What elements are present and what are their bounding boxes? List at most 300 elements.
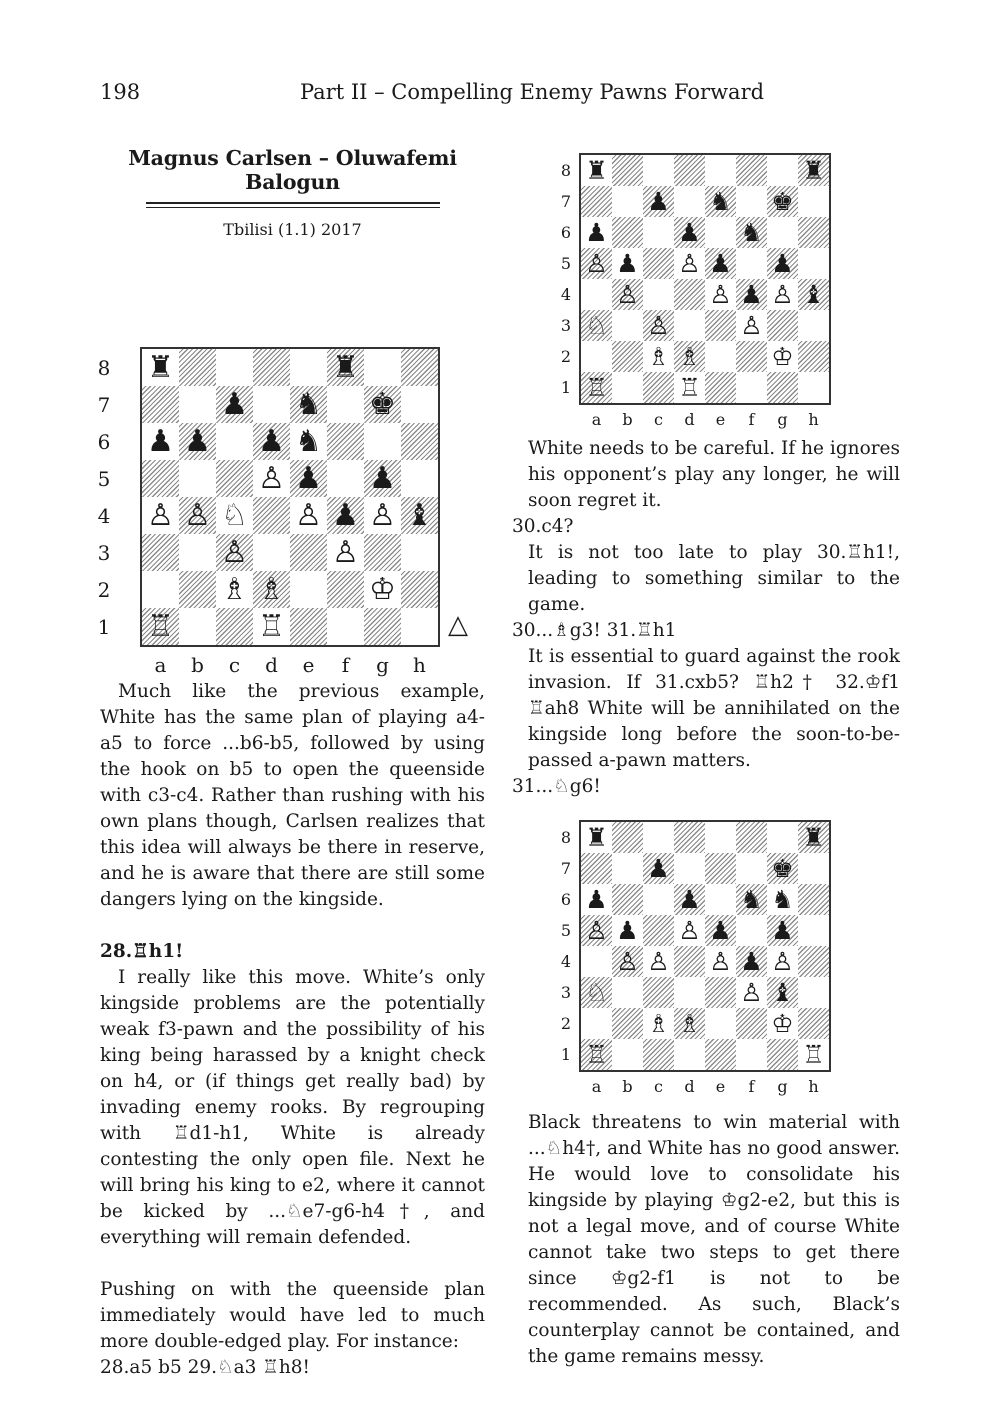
square-f4 — [736, 946, 767, 977]
square-f3 — [736, 310, 767, 341]
square-e4 — [290, 497, 327, 534]
file-label: b — [622, 410, 633, 429]
square-f1 — [736, 1039, 767, 1070]
file-label: e — [715, 1077, 726, 1096]
black-pawn-icon: ♟ — [616, 249, 639, 278]
black-pawn-icon: ♟ — [678, 218, 701, 247]
black-knight-icon: ♞ — [295, 386, 322, 422]
square-c1 — [216, 608, 253, 645]
square-b7 — [179, 386, 216, 423]
square-d2 — [674, 1008, 705, 1039]
square-e3 — [705, 977, 736, 1008]
move-31: 31...♘g6! — [512, 776, 601, 797]
square-d1 — [253, 608, 290, 645]
square-g6 — [364, 423, 401, 460]
file-label: c — [654, 1077, 663, 1096]
black-pawn-icon: ♟ — [740, 280, 763, 309]
rank-label: 8 — [560, 160, 572, 180]
white-pawn-icon: ♙ — [295, 497, 322, 533]
diagram-1 — [97, 239, 485, 679]
black-rook-icon: ♜ — [802, 156, 825, 185]
white-pawn-icon: ♙ — [585, 249, 608, 278]
white-pawn-icon: ♙ — [369, 497, 396, 533]
square-e2 — [705, 341, 736, 372]
square-d8 — [674, 822, 705, 853]
square-g5 — [767, 248, 798, 279]
white-pawn-icon: ♙ — [585, 916, 608, 945]
white-pawn-icon: ♙ — [740, 311, 763, 340]
black-pawn-icon: ♟ — [709, 916, 732, 945]
black-pawn-icon: ♟ — [147, 423, 174, 459]
square-c4 — [216, 497, 253, 534]
black-knight-icon: ♞ — [740, 885, 763, 914]
square-d7 — [674, 186, 705, 217]
square-e6 — [705, 217, 736, 248]
square-e2 — [290, 571, 327, 608]
rank-label: 5 — [560, 920, 572, 940]
square-b2 — [179, 571, 216, 608]
square-c6 — [643, 217, 674, 248]
white-pawn-icon: ♙ — [740, 978, 763, 1007]
square-h4 — [798, 279, 829, 310]
square-g5 — [364, 460, 401, 497]
square-e3 — [705, 310, 736, 341]
square-d4 — [253, 497, 290, 534]
square-b8 — [612, 822, 643, 853]
square-g4 — [767, 946, 798, 977]
square-g2 — [364, 571, 401, 608]
black-bishop-icon: ♝ — [802, 280, 825, 309]
rank-label: 2 — [97, 577, 111, 602]
rank-label: 4 — [97, 503, 111, 528]
square-d6 — [674, 884, 705, 915]
black-rook-icon: ♜ — [332, 349, 359, 385]
black-pawn-icon: ♟ — [709, 249, 732, 278]
square-h8 — [401, 349, 438, 386]
black-pawn-icon: ♟ — [295, 460, 322, 496]
square-f4 — [736, 279, 767, 310]
square-f1 — [327, 608, 364, 645]
white-pawn-icon: ♙ — [678, 249, 701, 278]
square-g6 — [767, 217, 798, 248]
move-30b: 30...♗g3! 31.♖h1 — [512, 620, 677, 641]
white-bishop-icon: ♗ — [258, 571, 285, 607]
black-rook-icon: ♜ — [585, 823, 608, 852]
file-label: a — [591, 410, 602, 429]
square-f8 — [736, 822, 767, 853]
white-bishop-icon: ♗ — [678, 1009, 701, 1038]
rank-label: 5 — [97, 466, 111, 491]
black-pawn-icon: ♟ — [585, 218, 608, 247]
file-label: b — [191, 653, 204, 677]
square-b6 — [612, 217, 643, 248]
square-c5 — [216, 460, 253, 497]
rank-label: 7 — [97, 392, 111, 417]
file-label: d — [265, 653, 278, 677]
square-d2 — [253, 571, 290, 608]
square-f5 — [736, 248, 767, 279]
square-f2 — [327, 571, 364, 608]
white-pawn-icon: ♙ — [616, 947, 639, 976]
white-pawn-icon: ♙ — [647, 311, 670, 340]
black-rook-icon: ♜ — [802, 823, 825, 852]
rank-label: 4 — [560, 284, 572, 304]
square-a2 — [142, 571, 179, 608]
black-king-icon: ♚ — [771, 187, 794, 216]
white-pawn-icon: ♙ — [647, 947, 670, 976]
square-c2 — [643, 1008, 674, 1039]
square-f7 — [327, 386, 364, 423]
square-a4 — [581, 946, 612, 977]
square-c8 — [216, 349, 253, 386]
square-d8 — [253, 349, 290, 386]
black-bishop-icon: ♝ — [406, 497, 433, 533]
square-g2 — [767, 341, 798, 372]
chess-board — [140, 347, 440, 647]
square-h7 — [401, 386, 438, 423]
rank-label: 2 — [560, 346, 572, 366]
square-a2 — [581, 341, 612, 372]
square-c2 — [643, 341, 674, 372]
square-g7 — [364, 386, 401, 423]
rank-label: 8 — [560, 827, 572, 847]
square-h3 — [401, 534, 438, 571]
black-pawn-icon: ♟ — [369, 460, 396, 496]
white-rook-icon: ♖ — [585, 373, 608, 402]
left-paragraph-2: I really like this move. White’s only kingside problems are the potentially weak f3-pawn and the possibility of his king being harassed by a knight check on h4, or (if things get really bad) by invading enemy rooks. By regrouping with ♖d1-h1, White is already contesting the only open file. Next he will bring his king to e2, where it cannot be kicked by ...♘e7-g6-h4†, and everything will remain defended. — [100, 967, 485, 1248]
file-label: d — [684, 410, 695, 429]
white-pawn-icon: ♙ — [709, 947, 732, 976]
square-h7 — [798, 853, 829, 884]
square-b2 — [612, 1008, 643, 1039]
black-pawn-icon: ♟ — [616, 916, 639, 945]
square-c6 — [216, 423, 253, 460]
file-label: h — [808, 1077, 819, 1096]
white-king-icon: ♔ — [771, 342, 794, 371]
square-h5 — [798, 248, 829, 279]
square-c1 — [643, 1039, 674, 1070]
square-g1 — [767, 372, 798, 403]
square-h3 — [798, 977, 829, 1008]
square-g1 — [767, 1039, 798, 1070]
black-pawn-icon: ♟ — [332, 497, 359, 533]
square-b3 — [612, 310, 643, 341]
square-f5 — [327, 460, 364, 497]
white-rook-icon: ♖ — [678, 373, 701, 402]
black-pawn-icon: ♟ — [184, 423, 211, 459]
square-g1 — [364, 608, 401, 645]
black-knight-icon: ♞ — [740, 218, 763, 247]
square-f6 — [736, 217, 767, 248]
square-f6 — [736, 884, 767, 915]
diagram-3 — [512, 800, 900, 1110]
rank-label: 8 — [97, 355, 111, 380]
left-column — [97, 140, 485, 1381]
right-paragraph-2: It is not too late to play 30.♖h1!, leading to something similar to the game. — [528, 542, 900, 615]
black-pawn-icon: ♟ — [258, 423, 285, 459]
chess-board — [579, 820, 831, 1072]
square-g8 — [767, 822, 798, 853]
move-30: 30.c4? — [512, 516, 574, 537]
square-f1 — [736, 372, 767, 403]
black-rook-icon: ♜ — [585, 156, 608, 185]
file-label: g — [777, 410, 788, 429]
square-g7 — [767, 853, 798, 884]
right-paragraph-4: Black threatens to win material with ...♘h4†, and White has no good answer. He would love to consolidate his kingside by playing ♔g2-e2, but this is not a legal move, and of course White cannot take two steps to get there since ♔g2-f1 is not to be recommended. As such, Black’s counterplay cannot be contained, and the game remains messy. — [528, 1112, 900, 1367]
square-d1 — [674, 372, 705, 403]
square-g2 — [767, 1008, 798, 1039]
square-b1 — [612, 372, 643, 403]
left-line: 28.a5 b5 29.♘a3 ♖h8! — [100, 1357, 310, 1378]
white-bishop-icon: ♗ — [221, 571, 248, 607]
white-rook-icon: ♖ — [258, 608, 285, 644]
square-h8 — [798, 822, 829, 853]
rank-label: 7 — [560, 191, 572, 211]
rank-label: 1 — [560, 1044, 572, 1064]
white-pawn-icon: ♙ — [221, 534, 248, 570]
black-pawn-icon: ♟ — [771, 916, 794, 945]
square-g4 — [364, 497, 401, 534]
black-knight-icon: ♞ — [709, 187, 732, 216]
file-label: e — [302, 653, 315, 677]
square-h8 — [798, 155, 829, 186]
square-f2 — [736, 1008, 767, 1039]
diagram-2 — [512, 140, 900, 436]
square-c3 — [643, 977, 674, 1008]
black-knight-icon: ♞ — [295, 423, 322, 459]
right-column — [512, 140, 900, 1370]
square-e5 — [705, 248, 736, 279]
square-a3 — [142, 534, 179, 571]
white-pawn-icon: ♙ — [709, 280, 732, 309]
square-c3 — [216, 534, 253, 571]
square-b5 — [612, 248, 643, 279]
square-g4 — [767, 279, 798, 310]
white-rook-icon: ♖ — [147, 608, 174, 644]
white-to-move-triangle-icon: △ — [448, 610, 468, 640]
square-f8 — [736, 155, 767, 186]
black-pawn-icon: ♟ — [585, 885, 608, 914]
square-e6 — [705, 884, 736, 915]
white-pawn-icon: ♙ — [771, 947, 794, 976]
square-e1 — [705, 372, 736, 403]
square-b3 — [612, 977, 643, 1008]
square-c3 — [643, 310, 674, 341]
square-b1 — [179, 608, 216, 645]
square-b6 — [612, 884, 643, 915]
black-pawn-icon: ♟ — [678, 885, 701, 914]
square-c7 — [216, 386, 253, 423]
square-a4 — [581, 279, 612, 310]
square-b4 — [179, 497, 216, 534]
title-rule — [146, 202, 440, 208]
square-b5 — [612, 915, 643, 946]
square-h6 — [798, 217, 829, 248]
square-d4 — [674, 946, 705, 977]
black-rook-icon: ♜ — [147, 349, 174, 385]
square-g7 — [767, 186, 798, 217]
square-e7 — [290, 386, 327, 423]
square-a6 — [142, 423, 179, 460]
square-g5 — [767, 915, 798, 946]
white-pawn-icon: ♙ — [616, 280, 639, 309]
square-e7 — [705, 853, 736, 884]
square-h6 — [401, 423, 438, 460]
square-g8 — [364, 349, 401, 386]
square-f8 — [327, 349, 364, 386]
square-c4 — [643, 279, 674, 310]
square-d7 — [253, 386, 290, 423]
square-h1 — [798, 1039, 829, 1070]
black-pawn-icon: ♟ — [740, 947, 763, 976]
square-f5 — [736, 915, 767, 946]
square-d8 — [674, 155, 705, 186]
square-f7 — [736, 186, 767, 217]
square-b5 — [179, 460, 216, 497]
square-g3 — [364, 534, 401, 571]
white-pawn-icon: ♙ — [258, 460, 285, 496]
square-a8 — [581, 155, 612, 186]
square-d2 — [674, 341, 705, 372]
square-a5 — [142, 460, 179, 497]
square-d3 — [674, 310, 705, 341]
right-paragraph-3: It is essential to guard against the rook invasion. If 31.cxb5? ♖h2† 32.♔f1 ♖ah8 White will be annihilated on the kingside long before the soon-to-be-passed a-pawn matters. — [528, 646, 900, 771]
square-c8 — [643, 822, 674, 853]
square-f2 — [736, 341, 767, 372]
square-e5 — [705, 915, 736, 946]
file-label: c — [654, 410, 663, 429]
square-f7 — [736, 853, 767, 884]
square-h5 — [401, 460, 438, 497]
file-label: f — [748, 1077, 755, 1096]
square-a1 — [581, 1039, 612, 1070]
square-e2 — [705, 1008, 736, 1039]
square-g3 — [767, 310, 798, 341]
square-c8 — [643, 155, 674, 186]
left-paragraph-1: Much like the previous example, White has the same plan of playing a4-a5 to force ...b6-b5, followed by using the hook on b5 to open the queenside with c3-c4. Rather than rushing with his own plans though, Carlsen realizes that this idea will always be there in reserve, and he is aware that there are still some dangers lying on the kingside. — [100, 681, 485, 910]
file-label: c — [228, 653, 241, 677]
white-pawn-icon: ♙ — [147, 497, 174, 533]
square-b8 — [179, 349, 216, 386]
square-a5 — [581, 915, 612, 946]
square-e8 — [290, 349, 327, 386]
square-c2 — [216, 571, 253, 608]
square-h2 — [401, 571, 438, 608]
square-c5 — [643, 915, 674, 946]
square-d3 — [253, 534, 290, 571]
page-number: 198 — [100, 80, 141, 104]
square-h7 — [798, 186, 829, 217]
square-a3 — [581, 310, 612, 341]
file-label: d — [684, 1077, 695, 1096]
black-king-icon: ♚ — [771, 854, 794, 883]
square-d3 — [674, 977, 705, 1008]
square-a5 — [581, 248, 612, 279]
square-g8 — [767, 155, 798, 186]
square-e5 — [290, 460, 327, 497]
white-bishop-icon: ♗ — [647, 1009, 670, 1038]
file-label: g — [777, 1077, 788, 1096]
left-paragraph-3: Pushing on with the queenside plan immediately would have led to much more double-edged play. For instance: — [100, 1279, 485, 1352]
rank-label: 3 — [560, 982, 572, 1002]
square-e8 — [705, 822, 736, 853]
black-pawn-icon: ♟ — [647, 187, 670, 216]
square-h3 — [798, 310, 829, 341]
square-b3 — [179, 534, 216, 571]
square-g3 — [767, 977, 798, 1008]
event-line: Tbilisi (1.1) 2017 — [223, 220, 362, 239]
square-d7 — [674, 853, 705, 884]
square-d5 — [674, 248, 705, 279]
square-e7 — [705, 186, 736, 217]
rank-label: 1 — [560, 377, 572, 397]
square-h6 — [798, 884, 829, 915]
square-b2 — [612, 341, 643, 372]
file-label: a — [591, 1077, 602, 1096]
square-c7 — [643, 186, 674, 217]
rank-label: 1 — [97, 614, 111, 639]
game-title: Magnus Carlsen – Oluwafemi Balogun — [128, 146, 457, 194]
square-d4 — [674, 279, 705, 310]
file-label: e — [715, 410, 726, 429]
white-knight-icon: ♘ — [221, 497, 248, 533]
square-c6 — [643, 884, 674, 915]
square-a3 — [581, 977, 612, 1008]
square-f3 — [736, 977, 767, 1008]
square-d1 — [674, 1039, 705, 1070]
square-d5 — [253, 460, 290, 497]
white-king-icon: ♔ — [771, 1009, 794, 1038]
square-h2 — [798, 341, 829, 372]
black-bishop-icon: ♝ — [771, 978, 794, 1007]
square-e3 — [290, 534, 327, 571]
square-b1 — [612, 1039, 643, 1070]
square-d6 — [253, 423, 290, 460]
square-a7 — [581, 186, 612, 217]
file-label: a — [154, 653, 167, 677]
file-label: f — [341, 653, 350, 677]
rank-label: 7 — [560, 858, 572, 878]
square-h4 — [798, 946, 829, 977]
file-label: b — [622, 1077, 633, 1096]
square-c1 — [643, 372, 674, 403]
square-b4 — [612, 946, 643, 977]
square-h5 — [798, 915, 829, 946]
square-h1 — [798, 372, 829, 403]
file-label: h — [413, 653, 426, 677]
rank-label: 5 — [560, 253, 572, 273]
square-a1 — [142, 608, 179, 645]
black-knight-icon: ♞ — [771, 885, 794, 914]
square-e4 — [705, 279, 736, 310]
square-b6 — [179, 423, 216, 460]
square-h1 — [401, 608, 438, 645]
white-bishop-icon: ♗ — [678, 342, 701, 371]
square-b7 — [612, 186, 643, 217]
square-h2 — [798, 1008, 829, 1039]
black-pawn-icon: ♟ — [647, 854, 670, 883]
square-a8 — [142, 349, 179, 386]
square-e4 — [705, 946, 736, 977]
square-e1 — [290, 608, 327, 645]
square-a1 — [581, 372, 612, 403]
file-label: g — [376, 653, 389, 677]
square-f3 — [327, 534, 364, 571]
square-a7 — [142, 386, 179, 423]
square-b8 — [612, 155, 643, 186]
rank-label: 2 — [560, 1013, 572, 1033]
square-h4 — [401, 497, 438, 534]
